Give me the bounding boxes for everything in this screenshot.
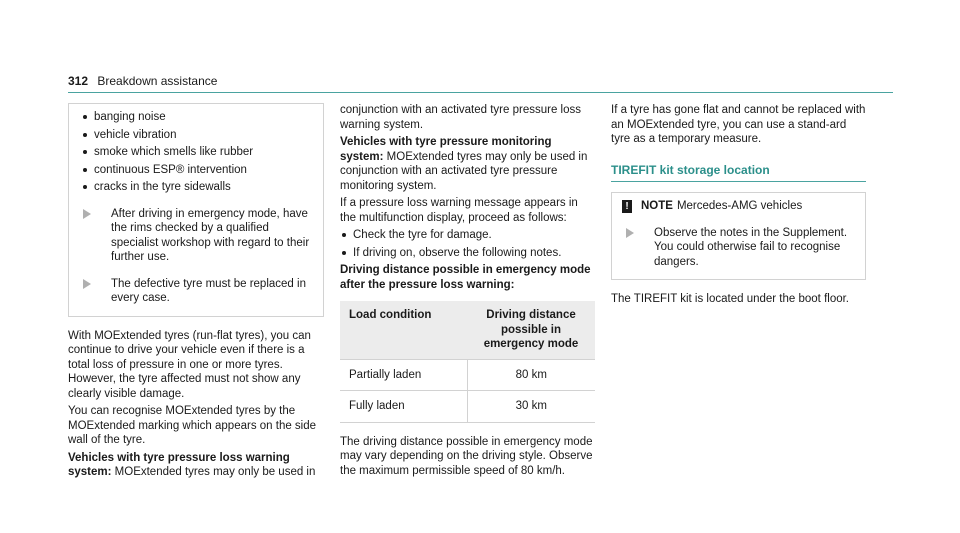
table-row — [340, 391, 595, 423]
paragraph — [68, 451, 324, 480]
exclamation-icon: ! — [622, 200, 632, 213]
note-header — [612, 193, 865, 214]
table-cell: 30 km — [467, 391, 595, 423]
triangle-bullet-icon — [83, 279, 91, 289]
subheading: Driving distance possible in emergency mode after the pressure loss warning: — [340, 264, 591, 291]
paragraph: If a pressure loss warning message appears in the multifunction display, proceed as follows: — [340, 197, 578, 224]
bold-lead: Vehicles with tyre pressure monitoring system: — [340, 136, 552, 163]
list-item: banging noise — [81, 110, 323, 125]
list-item: If driving on, observe the following notes. — [340, 246, 595, 261]
paragraph-text: MOExtended tyres may only be used in conjunction with an activated tyre pressure monitoring system. — [340, 150, 588, 192]
table-row — [340, 359, 595, 391]
paragraph: The TIREFIT kit is located under the boot floor. — [611, 293, 850, 305]
list-item: vehicle vibration — [81, 128, 323, 143]
tip-text: Observe the notes in the Supplement. You could otherwise fail to recognise dangers. — [654, 226, 848, 268]
paragraph — [340, 135, 595, 193]
bold-lead: Vehicles with tyre pressure loss warning system: — [68, 451, 290, 478]
paragraph: You can recognise MOExtended tyres by the MOExtended marking which appears on the side wall of the tyre. — [68, 405, 317, 446]
paragraph: The driving distance possible in emergency mode may vary depending on the driving style. Observe the maximum permissible speed of 80 km/h. — [340, 435, 593, 477]
table-cell: 80 km — [467, 359, 595, 391]
paragraph-text: MOExtended tyres may only be used in — [114, 466, 316, 478]
list-item: cracks in the tyre sidewalls — [81, 180, 323, 195]
column-3 — [611, 103, 866, 310]
header-rule — [68, 92, 893, 93]
symptom-list — [69, 104, 323, 195]
section-name: Breakdown assistance — [97, 74, 218, 88]
section-title: TIREFIT kit storage location — [611, 162, 770, 177]
table-cell: Fully laden — [340, 391, 467, 423]
tip-text: The defective tyre must be replaced in every case. — [111, 277, 306, 304]
symptoms-box — [68, 103, 324, 317]
page-number: 312 — [68, 74, 89, 88]
list-item: Check the tyre for damage. — [340, 228, 595, 243]
table-cell: Partially laden — [340, 359, 467, 391]
distance-table — [340, 301, 595, 423]
column-1 — [68, 103, 324, 483]
table-header-row — [340, 301, 595, 359]
triangle-bullet-icon — [83, 209, 91, 219]
paragraph: If a tyre has gone flat and cannot be replaced with an MOExtended tyre, you can use a stand-ard tyre as a temporary measure. — [611, 104, 866, 145]
section-rule — [611, 181, 866, 182]
column-2 — [340, 103, 595, 481]
table-header: Driving distance possible in emergency mode — [467, 301, 595, 359]
page-header — [68, 74, 217, 89]
note-box — [611, 192, 866, 280]
table-header: Load condition — [340, 301, 467, 359]
triangle-bullet-icon — [626, 228, 634, 238]
action-list — [340, 228, 595, 260]
paragraph: With MOExtended tyres (run-flat tyres), you can continue to drive your vehicle even if there is a total loss of pressure in one or more tyres. However, the tyre affected must not show any clearly visible damage. — [68, 329, 311, 400]
note-label: NOTE — [641, 200, 673, 212]
tip-supplement — [624, 226, 857, 270]
list-item: smoke which smells like rubber — [81, 145, 323, 160]
paragraph: conjunction with an activated tyre pressure loss warning system. — [340, 104, 581, 131]
tip-text: After driving in emergency mode, have the rims checked by a qualified specialist workshop with regard to their further use. — [111, 207, 310, 263]
list-item: continuous ESP® intervention — [81, 163, 323, 178]
tip-rims-check — [81, 207, 315, 265]
note-text: Mercedes-AMG vehicles — [676, 200, 803, 212]
tip-replace-tyre — [81, 277, 315, 306]
